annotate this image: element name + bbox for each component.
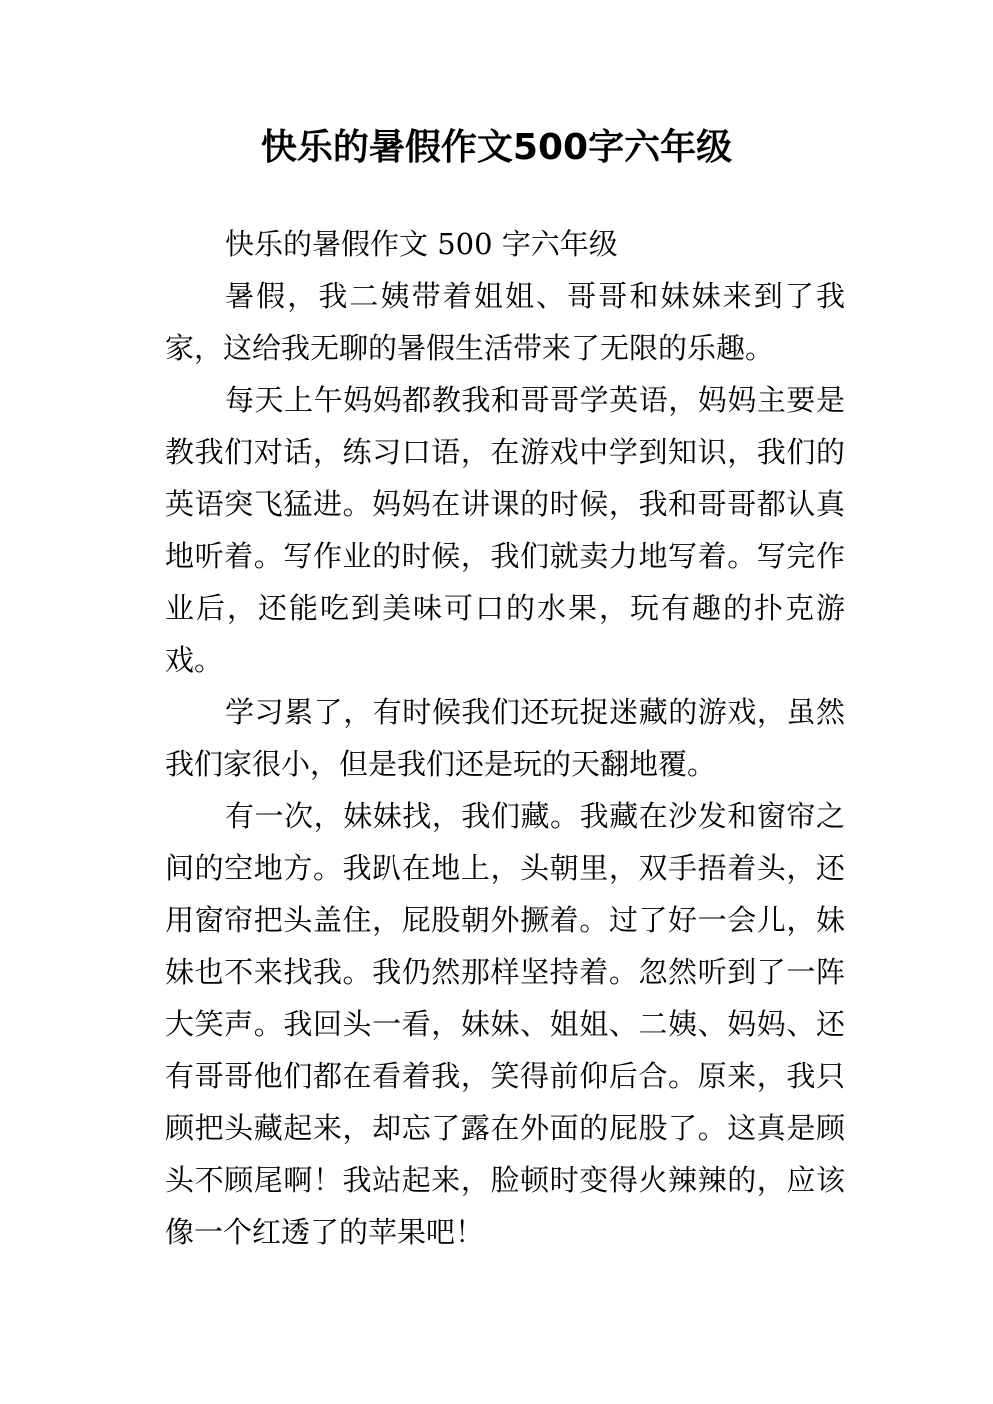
page-title: 快乐的暑假作文500字六年级 <box>260 127 733 168</box>
paragraph: 有一次，妹妹找，我们藏。我藏在沙发和窗帘之间的空地方。我趴在地上，头朝里，双手捂着头，还用窗帘把头盖住，屁股朝外撅着。过了好一会儿，妹妹也不来找我。我仍然那样坚持着。忽然听到了一阵大笑声。我回头一看，妹妹、姐姐、二姨、妈妈、还有哥哥他们都在看着我，笑得前仰后合。原来，我只顾把头藏起来，却忘了露在外面的屁股了。这真是顾头不顾尾啊！我站起来，脸顿时变得火辣辣的，应该像一个红透了的苹果吧！ <box>165 799 845 1249</box>
article-body <box>165 218 845 1258</box>
paragraph-subtitle: 快乐的暑假作文 500 字六年级 <box>225 227 618 261</box>
paragraph: 学习累了，有时候我们还玩捉迷藏的游戏，虽然我们家很小，但是我们还是玩的天翻地覆。 <box>165 695 845 781</box>
paragraph: 暑假，我二姨带着姐姐、哥哥和妹妹来到了我家，这给我无聊的暑假生活带来了无限的乐趣。 <box>165 279 845 365</box>
paragraph: 每天上午妈妈都教我和哥哥学英语，妈妈主要是教我们对话，练习口语，在游戏中学到知识，我们的英语突飞猛进。妈妈在讲课的时候，我和哥哥都认真地听着。写作业的时候，我们就卖力地写着。写完作业后，还能吃到美味可口的水果，玩有趣的扑克游戏。 <box>165 383 845 677</box>
